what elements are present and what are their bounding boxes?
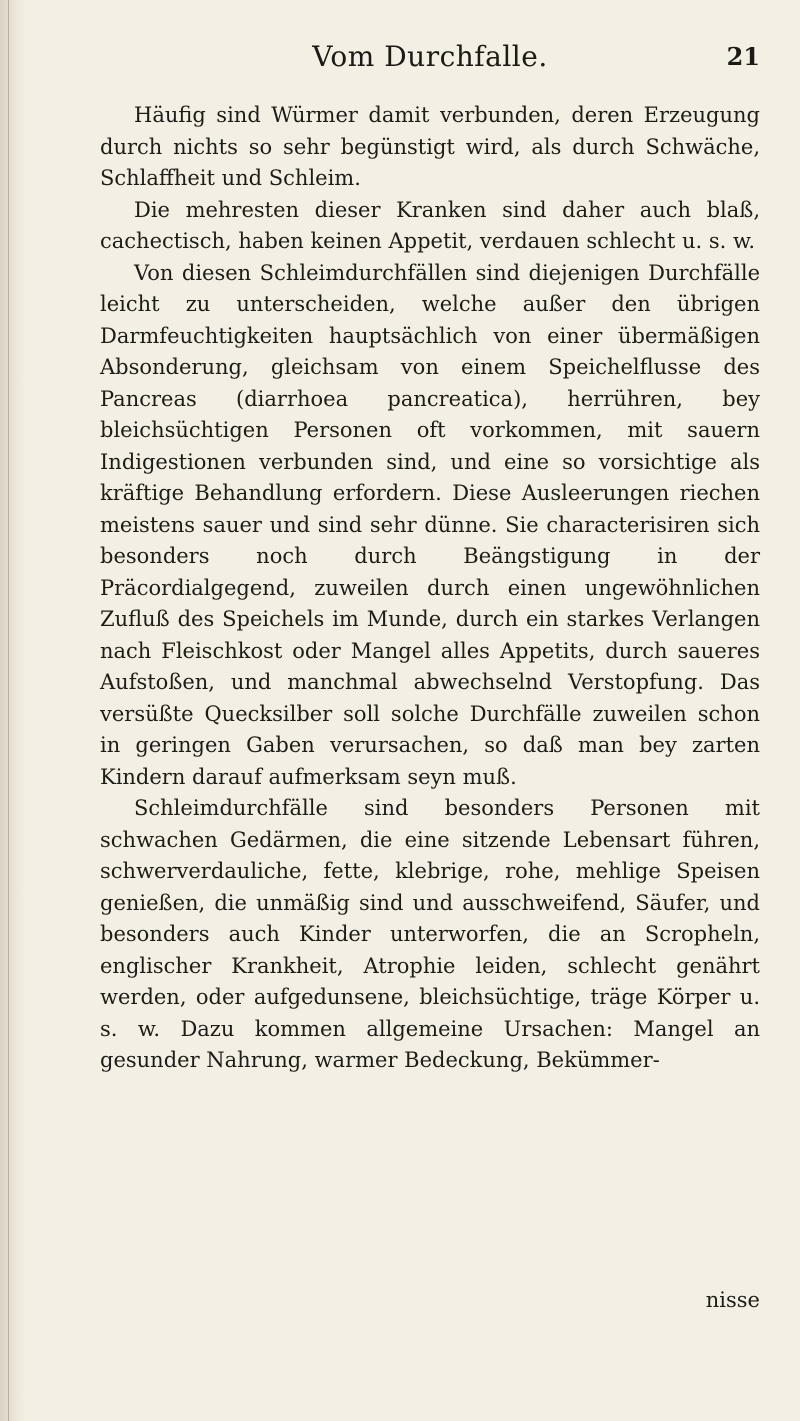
binding-edge bbox=[8, 0, 9, 1421]
paragraph-pancreatic-diarrhoea: Von diesen Schleimdurchfällen sind diejenigen Durchfälle leicht zu unterscheiden, welche außer den übrigen Darmfeuchtigkeiten hauptsächlich von einer übermäßigen Absonderung, gleichsam von einem Speichelflusse des Pancreas (diarrhoea pancreatica), herrühren, bey bleichsüchtigen Personen oft vorkommen, mit sauern Indigestionen verbunden sind, und eine so vorsichtige als kräftige Behandlung erfordern. Diese Ausleerungen riechen meistens sauer und sind sehr dünne. Sie characterisiren sich besonders noch durch Beängstigung in der Präcordialgegend, zuweilen durch einen ungewöhnlichen Zufluß des Speichels im Munde, durch ein starkes Verlangen nach Fleischkost oder Mangel alles Appetits, durch saueres Aufstoßen, und manchmal abwechselnd Verstopfung. Das versüßte Quecksilber soll solche Durchfälle zuweilen schon in geringen Gaben verursachen, so daß man bey zarten Kindern darauf aufmerksam seyn muß. bbox=[100, 260, 760, 789]
body-text bbox=[100, 100, 760, 1077]
paragraph-predisposition: Schleimdurchfälle sind besonders Personen mit schwachen Gedärmen, die eine sitzende Lebensart führen, schwerverdauliche, fette, klebrige, rohe, mehlige Speisen genießen, die unmäßig sind und ausschweifend, Säufer, und besonders auch Kinder unterworfen, die an Scropheln, englischer Krankheit, Atrophie leiden, schlecht genährt werden, oder aufgedunsene, bleichsüchtige, träge Körper u. s. w. Dazu kommen allgemeine Ursachen: Mangel an gesunder Nahrung, warmer Bedeckung, Bekümmer- bbox=[100, 796, 760, 1072]
binding-shadow bbox=[0, 0, 26, 1421]
page-header bbox=[100, 40, 760, 86]
paragraph-symptoms: Die mehresten dieser Kranken sind daher auch blaß, cachectisch, haben keinen Appetit, verdauen schlecht u. s. w. bbox=[100, 197, 760, 253]
running-title: Vom Durchfalle. bbox=[312, 40, 548, 73]
catchword: nisse bbox=[705, 1288, 760, 1312]
page-number: 21 bbox=[726, 42, 760, 71]
paragraph-worms: Häufig sind Würmer damit verbunden, deren Erzeugung durch nichts so sehr begünstigt wird, als durch Schwäche, Schlaffheit und Schleim. bbox=[100, 103, 760, 190]
